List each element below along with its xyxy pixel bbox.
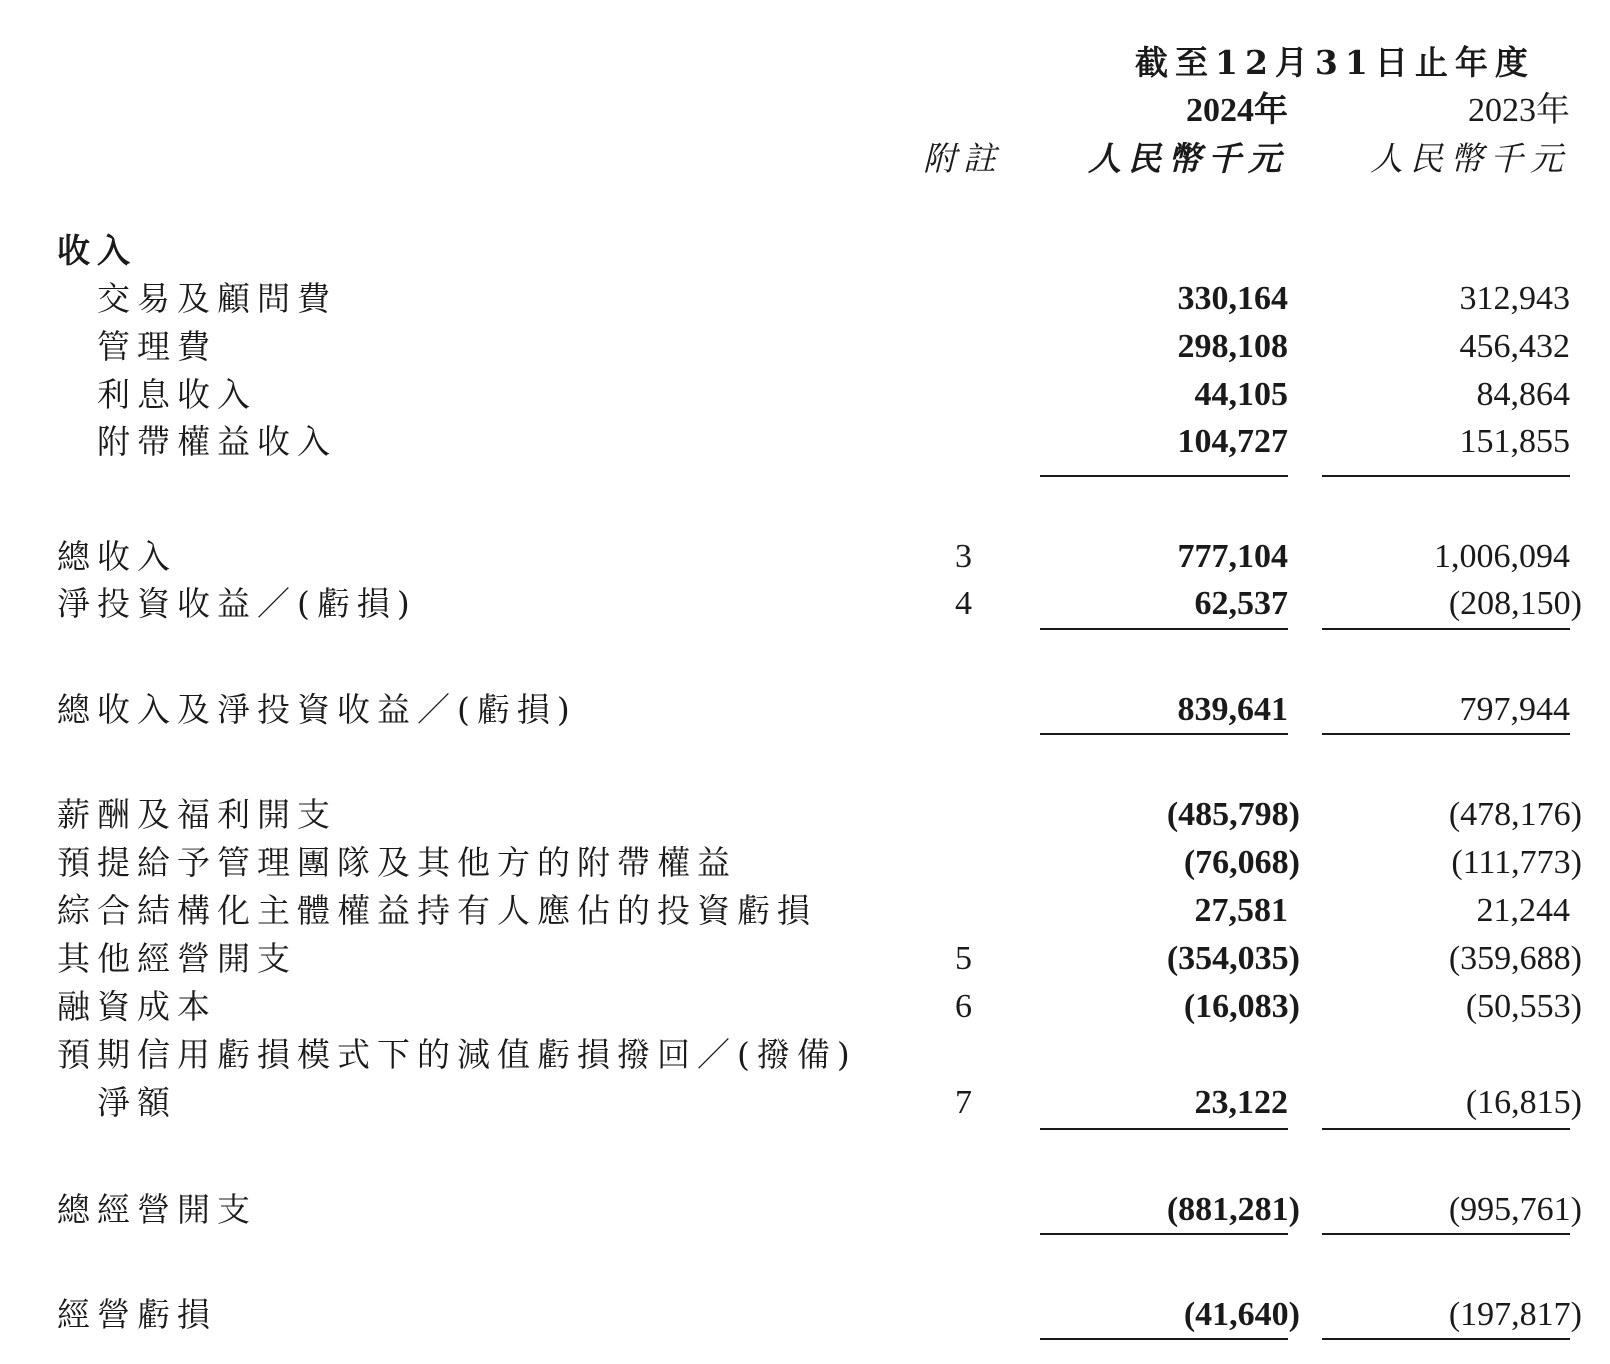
row-label-management-fees: 管理費 [97,327,217,366]
rule-income-prior [1322,475,1570,477]
row-current-net-investment-gain: 62,537 [1194,585,1288,622]
row-note-impairment: 7 [955,1084,972,1121]
row-current-total-revenue: 777,104 [1177,538,1288,575]
row-current-revenue-and-investment: 839,641 [1177,691,1288,728]
row-label-other-operating-expenses: 其他經營開支 [57,939,297,978]
rule-operating-loss-prior [1322,1338,1570,1340]
row-note-total-revenue: 3 [955,538,972,575]
rule-totals1-current [1040,628,1288,630]
row-label-impairment-cont: 淨額 [97,1083,177,1122]
row-label-structured-entity-loss: 綜合結構化主體權益持有人應佔的投資虧損 [57,891,817,930]
unit-current: 人民幣千元 [1088,139,1288,178]
row-current-structured-entity-loss: 27,581 [1194,892,1288,929]
rule-subtotal-prior [1322,733,1570,735]
row-label-total-revenue: 總收入 [57,537,177,576]
row-label-operating-loss: 經營虧損 [57,1295,217,1334]
row-current-total-operating-expenses: (881,281) [1166,1191,1300,1228]
row-label-interest-income: 利息收入 [97,375,257,414]
row-current-finance-costs: (16,083) [1183,988,1300,1025]
row-label-carried-interest-income: 附帶權益收入 [97,422,337,461]
rule-total-expenses-prior [1322,1233,1570,1235]
row-label-carried-interest-accrual: 預提給予管理團隊及其他方的附帶權益 [57,843,737,882]
row-current-carried-interest-accrual: (76,068) [1183,844,1300,881]
row-prior-structured-entity-loss: 21,244 [1476,892,1570,929]
row-current-management-fees: 298,108 [1177,328,1288,365]
rule-total-expenses-current [1040,1233,1288,1235]
row-prior-impairment: (16,815) [1465,1084,1582,1121]
rule-expenses-current [1040,1128,1288,1130]
unit-prior: 人民幣千元 [1370,139,1570,178]
row-prior-other-operating-expenses: (359,688) [1448,940,1582,977]
row-note-other-operating-expenses: 5 [955,940,972,977]
row-label-net-investment-gain: 淨投資收益／(虧損) [57,584,417,623]
row-label-finance-costs: 融資成本 [57,987,217,1026]
row-prior-management-fees: 456,432 [1459,328,1570,365]
row-current-operating-loss: (41,640) [1183,1296,1300,1333]
year-prior: 2023年 [1468,92,1570,129]
note-column-header: 附註 [923,139,1003,178]
row-current-carried-interest-income: 104,727 [1177,423,1288,460]
row-current-interest-income: 44,105 [1194,376,1288,413]
rule-subtotal-current [1040,733,1288,735]
row-prior-revenue-and-investment: 797,944 [1459,691,1570,728]
row-prior-trading-advisory-fees: 312,943 [1459,280,1570,317]
row-note-net-investment-gain: 4 [955,585,972,622]
row-prior-finance-costs: (50,553) [1465,988,1582,1025]
row-prior-operating-loss: (197,817) [1448,1296,1582,1333]
row-current-staff-costs: (485,798) [1166,796,1300,833]
row-label-trading-advisory-fees: 交易及顧問費 [97,279,337,318]
row-current-other-operating-expenses: (354,035) [1166,940,1300,977]
row-current-impairment: 23,122 [1194,1084,1288,1121]
rule-totals1-prior [1322,628,1570,630]
income-heading: 收入 [57,231,137,270]
row-prior-total-operating-expenses: (995,761) [1448,1191,1582,1228]
row-prior-carried-interest-income: 151,855 [1459,423,1570,460]
rule-operating-loss-current [1040,1338,1288,1340]
row-label-revenue-and-investment: 總收入及淨投資收益／(虧損) [57,690,577,729]
row-prior-total-revenue: 1,006,094 [1434,538,1570,575]
period-heading: 截至12月31日止年度 [1135,43,1535,82]
row-label-total-operating-expenses: 總經營開支 [57,1190,257,1229]
row-prior-interest-income: 84,864 [1476,376,1570,413]
row-current-trading-advisory-fees: 330,164 [1177,280,1288,317]
rule-expenses-prior [1322,1128,1570,1130]
year-current: 2024年 [1186,92,1288,129]
row-prior-staff-costs: (478,176) [1448,796,1582,833]
rule-income-current [1040,475,1288,477]
row-prior-carried-interest-accrual: (111,773) [1451,844,1582,881]
row-prior-net-investment-gain: (208,150) [1448,585,1582,622]
row-label-impairment: 預期信用虧損模式下的減值虧損撥回／(撥備) [57,1035,857,1074]
row-label-staff-costs: 薪酬及福利開支 [57,795,337,834]
row-note-finance-costs: 6 [955,988,972,1025]
